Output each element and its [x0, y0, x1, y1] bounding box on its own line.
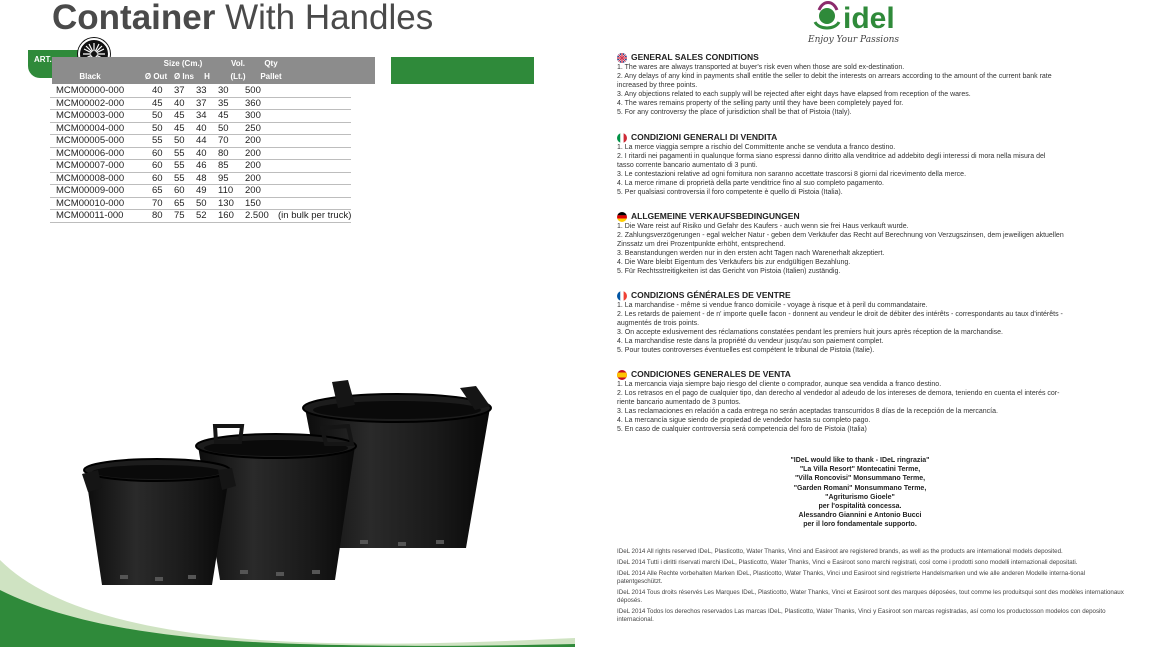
section-heading-text: CONDIZIONS GÉNÉRALES DE VENTRE: [631, 290, 791, 300]
cell-ins: 37: [174, 85, 196, 97]
condition-line: 1. Die Ware reist auf Risiko und Gefahr des Kaufers - auch wenn sie frei Haus verkauft wurde.: [617, 223, 909, 230]
vol-unit: (Lt.): [230, 72, 246, 81]
cell-qty: 360: [245, 97, 278, 110]
condition-line: 3. Las reclamaciones en relación a cada entrega no serán aceptadas transcurridos 8 días de la recepción de la mercancía.: [617, 408, 998, 415]
cell-out: 60: [152, 172, 174, 185]
condition-line: increased by three points.: [617, 82, 698, 89]
cell-vol: 45: [218, 110, 245, 123]
cell-h: 48: [196, 172, 218, 185]
rights-line: IDeL 2014 Tous droits réservés Les Marques IDeL, Plasticotto, Water Thanks, Vinci et Easiroot sont des marques déposées, tout comme les produitsqui sont des modèles internationaux déposés.: [617, 589, 1124, 604]
cell-qty: 2.500: [245, 210, 278, 223]
cell-ins: 65: [174, 197, 196, 210]
cell-note: [278, 147, 351, 160]
cell-code: MCM00005-000: [50, 135, 152, 148]
h-label: H: [204, 72, 210, 81]
color-label: Black: [79, 72, 101, 81]
cell-code: MCM00008-000: [50, 172, 152, 185]
cell-note: [278, 110, 351, 123]
cell-qty: 300: [245, 110, 278, 123]
out-label: Ø Out: [144, 72, 168, 81]
cell-qty: 200: [245, 135, 278, 148]
cell-h: 40: [196, 122, 218, 135]
cell-h: 37: [196, 97, 218, 110]
rights-block: [617, 548, 1127, 627]
condition-line: 4. La merce rimane di proprietà della parte venditrice fino al suo completo pagamento.: [617, 180, 884, 187]
thanks-line: per l'ospitalità concessa.: [818, 503, 902, 511]
cell-vol: 30: [218, 85, 245, 97]
cell-h: 44: [196, 135, 218, 148]
conditions-section-fr: [617, 290, 1122, 355]
cell-code: MCM00002-000: [50, 97, 152, 110]
cell-vol: 130: [218, 197, 245, 210]
condition-line: 1. La merce viaggia sempre a rischio del Committente anche se venduta a franco destino.: [617, 144, 896, 151]
tagline: Enjoy Your Passions: [808, 35, 900, 45]
condition-line: augmentés de trois points.: [617, 320, 700, 327]
table-row: [50, 110, 351, 123]
cell-out: 45: [152, 97, 174, 110]
cell-vol: 80: [218, 147, 245, 160]
cell-qty: 200: [245, 185, 278, 198]
cell-code: MCM00011-000: [50, 210, 152, 223]
conditions-section-de: [617, 211, 1122, 276]
cell-qty: 150: [245, 197, 278, 210]
condition-line: 2. Les retards de paiement - de n' importe quelle facon - donnent au vendeur le droit de débiter des intérêts - correspondants au taux d'intérêts -: [617, 311, 1063, 318]
cell-h: 52: [196, 210, 218, 223]
thanks-line: "La Villa Resort" Montecatini Terme,: [799, 466, 921, 474]
condition-line: 4. The wares remains property of the selling party until they have been completely payed for.: [617, 100, 904, 107]
vol-label: Vol.: [230, 59, 246, 68]
cell-h: 49: [196, 185, 218, 198]
thanks-line: Alessandro Giannini e Antonio Bucci: [798, 512, 922, 520]
rights-line: IDeL 2014 Alle Rechte vorbehalten Marken IDeL, Plasticotto, Water Thanks, Vinci und Easiroot sind registrierte Handelsmarken und wie alle anderen Modelle interna-tional patentgeschützt.: [617, 570, 1086, 585]
rights-line: IDeL 2014 Todos los derechos reservados Las marcas IDeL, Plasticotto, Water Thanks, Vinci y Easiroot son marcas registradas, así como los productosson modelos con deposito internacional.: [617, 608, 1106, 623]
cell-ins: 50: [174, 135, 196, 148]
cell-code: MCM00003-000: [50, 110, 152, 123]
section-heading: [617, 290, 1122, 301]
cell-code: MCM00007-000: [50, 160, 152, 173]
cell-qty: 200: [245, 172, 278, 185]
cell-note: [278, 97, 351, 110]
cell-out: 80: [152, 210, 174, 223]
cell-h: 50: [196, 197, 218, 210]
cell-out: 50: [152, 110, 174, 123]
cell-vol: 160: [218, 210, 245, 223]
condition-line: 3. Beanstandungen werden nur in den ersten acht Tagen nach Warenerhalt akzeptiert.: [617, 250, 885, 257]
cell-vol: 95: [218, 172, 245, 185]
art-label: ART.: [34, 55, 52, 64]
logo-text: idel: [843, 2, 895, 35]
condition-line: 2. I ritardi nei pagamenti in qualunque forma siano espressi danno diritto alla venditrice ad addebito degli interessi di mora nella misura del: [617, 153, 1046, 160]
condition-line: 2. Zahlungsverzögerungen - egal welcher Natur - geben dem Verkäufer das Recht auf Berechnung von Verzugszinsen, dem jeweiligen aktuellen: [617, 232, 1064, 239]
cell-qty: 250: [245, 122, 278, 135]
cell-ins: 75: [174, 210, 196, 223]
thanks-line: "Garden Romani" Monsummano Terme,: [793, 484, 927, 492]
title-bold: Container: [52, 0, 216, 37]
section-heading-text: CONDIZIONI GENERALI DI VENDITA: [631, 132, 778, 142]
cell-note: [278, 85, 351, 97]
section-heading-text: GENERAL SALES CONDITIONS: [631, 52, 759, 62]
cell-code: MCM00009-000: [50, 185, 152, 198]
condition-line: 5. Für Rechtsstreitigkeiten ist das Gericht von Pistoia (Italien) zuständig.: [617, 268, 841, 275]
condition-line: 1. La mercancia viaja siempre bajo riesgo del cliente o comprador, aunque sea vendida a franco destino.: [617, 381, 942, 388]
flag-es-icon: [617, 370, 627, 380]
cell-vol: 85: [218, 160, 245, 173]
section-heading: [617, 369, 1122, 380]
thanks-line: "Agriturismo Gioele": [825, 493, 895, 501]
condition-line: 5. En caso de cualquier controversia será competencia del foro de Pistoia (Italia): [617, 426, 867, 433]
qty-label: Qty: [264, 59, 278, 68]
condition-line: 3. Le contestazioni relative ad ogni fornitura non saranno accettate trascorsi 8 giorni dal ricevimento della merce.: [617, 171, 967, 178]
cell-out: 55: [152, 135, 174, 148]
cell-code: MCM00010-000: [50, 197, 152, 210]
table-row: [50, 185, 351, 198]
table-row: [50, 85, 351, 97]
cell-ins: 55: [174, 160, 196, 173]
condition-line: 5. Per qualsiasi controversia il foro competente è quello di Pistoia (Italia).: [617, 189, 843, 196]
table-row: [50, 197, 351, 210]
cell-ins: 55: [174, 147, 196, 160]
cell-note: [278, 122, 351, 135]
spec-table: [50, 85, 351, 223]
title-light: With Handles: [225, 0, 434, 37]
cell-out: 40: [152, 85, 174, 97]
table-row: [50, 210, 351, 223]
cell-note: [278, 160, 351, 173]
condition-line: Zinssatz um drei Prozentpunkte erhöht, entsprechend.: [617, 241, 786, 248]
cell-note: [278, 172, 351, 185]
table-row: [50, 97, 351, 110]
section-heading: [617, 132, 1122, 143]
condition-line: 3. On accepte exlusivement des réclamations constatées pendant les premiers huit jours après réception de la marchandise.: [617, 329, 1003, 336]
cell-qty: 500: [245, 85, 278, 97]
table-row: [50, 172, 351, 185]
condition-line: 3. Any objections related to each supply will be rejected after eight days have elapsed from reception of the wares.: [617, 91, 971, 98]
table-row: [50, 160, 351, 173]
right-page: [575, 0, 1150, 647]
table-row: [50, 135, 351, 148]
condition-line: 1. La marchandise - même si vendue franco domicile - voyage à risque et à peril du commandataire.: [617, 302, 928, 309]
flag-uk-icon: [617, 53, 627, 63]
cell-note: [278, 197, 351, 210]
thanks-line: per il loro fondamentale supporto.: [803, 521, 917, 529]
condition-line: tasso corrente bancario aumentato di 3 punti.: [617, 162, 758, 169]
condition-line: 4. La marchandise reste dans la propriété du vendeur jusqu'au son paiement complet.: [617, 338, 884, 345]
cell-note: (in bulk per truck): [278, 210, 352, 222]
condition-line: 5. For any controversy the place of jurisdiction shall be that of Pistoia (Italy).: [617, 109, 852, 116]
cell-out: 60: [152, 160, 174, 173]
qty-unit: Pallet: [260, 72, 282, 81]
cell-code: MCM00004-000: [50, 122, 152, 135]
cell-out: 60: [152, 147, 174, 160]
table-header: [52, 57, 375, 84]
cell-out: 70: [152, 197, 174, 210]
cell-vol: 35: [218, 97, 245, 110]
cell-h: 40: [196, 147, 218, 160]
cell-h: 33: [196, 85, 218, 97]
rights-line: IDeL 2014 Tutti i diritti riservati marchi IDeL, Plasticotto, Water Thanks, Vinci e Easiroot sono marchi registrati, così come i prodotti sono modelli internazionali depositati.: [617, 559, 1078, 566]
cell-out: 65: [152, 185, 174, 198]
cell-code: MCM00006-000: [50, 147, 152, 160]
flag-fr-icon: [617, 291, 627, 301]
cell-vol: 110: [218, 185, 245, 198]
section-heading-text: ALLGEMEINE VERKAUFSBEDINGUNGEN: [631, 211, 800, 221]
page-title: [52, 0, 433, 38]
cell-ins: 55: [174, 172, 196, 185]
thanks-line: "Villa Roncovisi" Monsummano Terme,: [794, 475, 926, 483]
condition-line: 4. Die Ware bleibt Eigentum des Verkäufers bis zur endgültigen Bezahlung.: [617, 259, 851, 266]
cell-h: 46: [196, 160, 218, 173]
conditions-section-uk: [617, 52, 1122, 117]
green-bar: [391, 57, 534, 84]
condition-line: 4. La mercancía sigue siendo de propiedad de vendedor hasta su completo pago.: [617, 417, 871, 424]
conditions-section-es: [617, 369, 1122, 434]
section-heading-text: CONDICIONES GENERALES DE VENTA: [631, 369, 791, 379]
conditions-section-it: [617, 132, 1122, 197]
rights-line: IDeL 2014 All rights reserved IDeL, Plasticotto, Water Thanks, Vinci and Easiroot are registered brands, as well as the products are international models deposited.: [617, 548, 1063, 555]
size-label: Size (Cm.): [163, 59, 203, 68]
cell-qty: 200: [245, 147, 278, 160]
cell-note: [278, 135, 351, 148]
section-heading: [617, 52, 1122, 63]
cell-ins: 45: [174, 122, 196, 135]
decorative-swoosh: [0, 560, 575, 647]
flag-it-icon: [617, 133, 627, 143]
ins-label: Ø Ins: [173, 72, 194, 81]
cell-out: 50: [152, 122, 174, 135]
thanks-line: "IDeL would like to thank - IDeL ringrazia": [790, 457, 930, 464]
cell-ins: 40: [174, 97, 196, 110]
condition-line: 2. Any delays of any kind in payments shall entitle the seller to debit the interests on arrears according to the amount of the current bank rate: [617, 73, 1052, 80]
condition-line: 2. Los retrasos en el pago de cualquier tipo, dan derecho al vendedor al adeudo de los intereses de demora, teniendo en cuenta el interés cor-: [617, 390, 1060, 397]
condition-line: 5. Pour toutes controverses éventuelles est compétent le tribunal de Pistoia (Italie).: [617, 347, 875, 354]
cell-qty: 200: [245, 160, 278, 173]
cell-ins: 60: [174, 185, 196, 198]
cell-vol: 50: [218, 122, 245, 135]
condition-line: riente bancario aumentado de 3 puntos.: [617, 399, 741, 406]
table-row: [50, 147, 351, 160]
flag-de-icon: [617, 212, 627, 222]
cell-vol: 70: [218, 135, 245, 148]
section-heading: [617, 211, 1122, 222]
cell-note: [278, 185, 351, 198]
cell-h: 34: [196, 110, 218, 123]
condition-line: 1. The wares are always transported at buyer's risk even when those are sold ex-destination.: [617, 64, 905, 71]
cell-code: MCM00000-000: [50, 85, 152, 97]
thanks-block: [765, 456, 955, 530]
table-row: [50, 122, 351, 135]
cell-ins: 45: [174, 110, 196, 123]
